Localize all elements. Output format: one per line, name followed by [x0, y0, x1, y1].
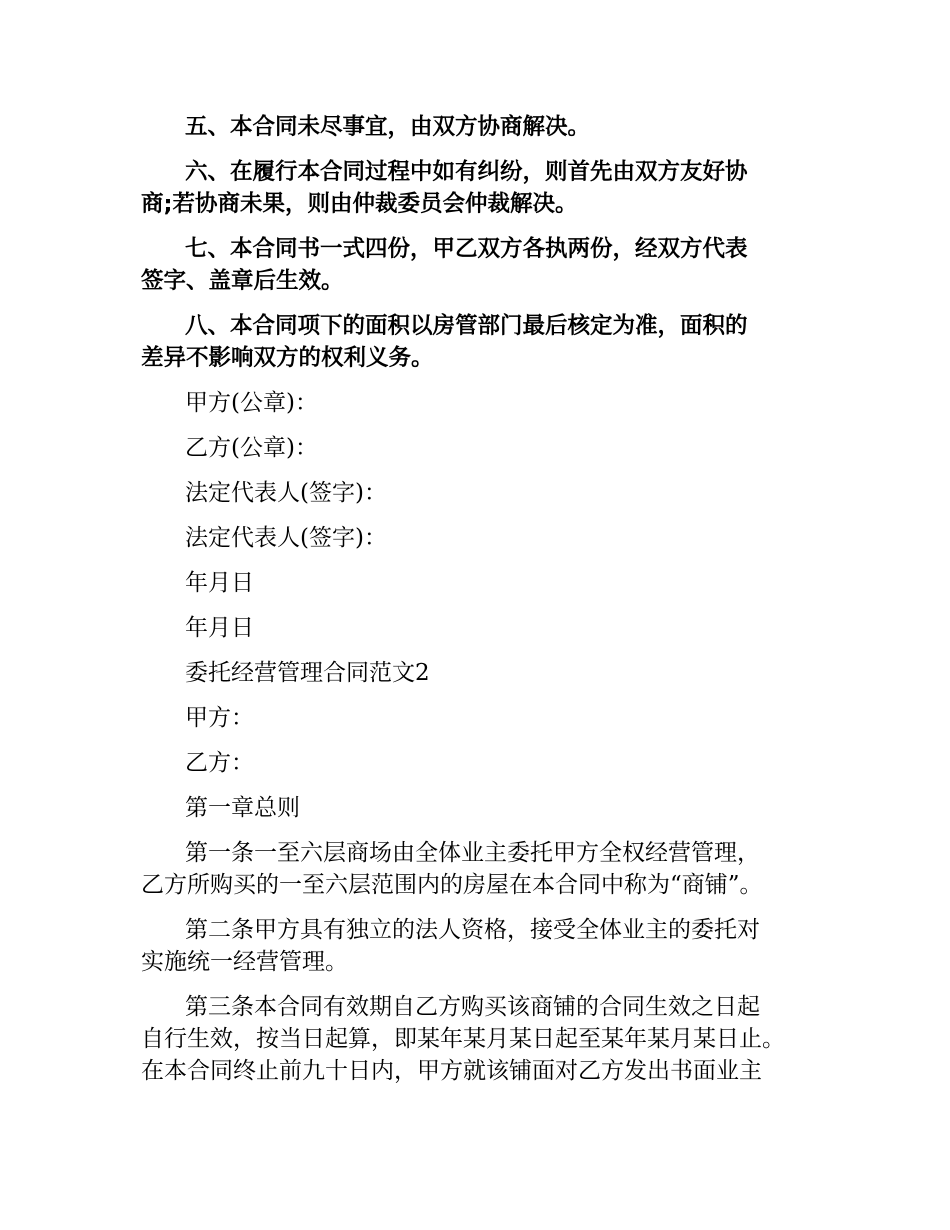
second-party-a [141, 702, 813, 734]
party-b-seal-text: 乙方(公章)： [185, 435, 318, 461]
party-a-seal [141, 387, 813, 419]
second-contract-title [141, 657, 813, 689]
article-3-line-2: 自行生效，按当日起算，即某年某月某日起至某年某月某日止。 [141, 1026, 785, 1052]
clause-6-line-2: 商;若协商未果，则由仲裁委员会仲裁解决。 [141, 191, 578, 217]
date-a-text: 年月日 [185, 570, 254, 596]
article-2-line-2: 实施统一经营管理。 [141, 949, 348, 975]
clause-5-line-1: 五、本合同未尽事宜，由双方协商解决。 [185, 114, 591, 140]
document-body [141, 111, 813, 1100]
clause-5 [141, 111, 813, 143]
second-contract-title-text: 委托经营管理合同范文2 [185, 660, 430, 686]
legal-rep-b-text: 法定代表人(签字)： [185, 525, 387, 551]
clause-6-line-1: 六、在履行本合同过程中如有纠纷，则首先由双方友好协 [185, 159, 748, 185]
party-a-seal-text: 甲方(公章)： [185, 390, 318, 416]
legal-rep-a-text: 法定代表人(签字)： [185, 480, 387, 506]
clause-8-line-1: 八、本合同项下的面积以房管部门最后核定为准，面积的 [185, 313, 748, 339]
legal-rep-a [141, 477, 813, 509]
clause-7-line-1: 七、本合同书一式四份，甲乙双方各执两份，经双方代表 [185, 236, 748, 262]
party-b-seal [141, 432, 813, 464]
article-1-line-1: 第一条一至六层商场由全体业主委托甲方全权经营管理， [185, 840, 760, 866]
second-party-a-text: 甲方： [185, 705, 254, 731]
clause-6 [141, 156, 813, 220]
date-b [141, 612, 813, 644]
second-party-b [141, 747, 813, 779]
article-3-line-1: 第三条本合同有效期自乙方购买该商铺的合同生效之日起 [185, 994, 760, 1020]
clause-7 [141, 233, 813, 297]
chapter-title-text: 第一章总则 [185, 795, 300, 821]
article-1-line-2: 乙方所购买的一至六层范围内的房屋在本合同中称为“商铺”。 [141, 872, 763, 898]
article-3-line-3: 在本合同终止前九十日内，甲方就该铺面对乙方发出书面业主 [141, 1058, 762, 1084]
clause-8 [141, 310, 813, 374]
date-b-text: 年月日 [185, 615, 254, 641]
article-3 [141, 991, 813, 1087]
second-party-b-text: 乙方： [185, 750, 254, 776]
date-a [141, 567, 813, 599]
legal-rep-b [141, 522, 813, 554]
article-2-line-1: 第二条甲方具有独立的法人资格，接受全体业主的委托对 [185, 917, 760, 943]
article-2 [141, 914, 813, 978]
article-1 [141, 837, 813, 901]
clause-8-line-2: 差异不影响双方的权利义务。 [141, 345, 434, 371]
clause-7-line-2: 签字、盖章后生效。 [141, 268, 344, 294]
chapter-title [141, 792, 813, 824]
